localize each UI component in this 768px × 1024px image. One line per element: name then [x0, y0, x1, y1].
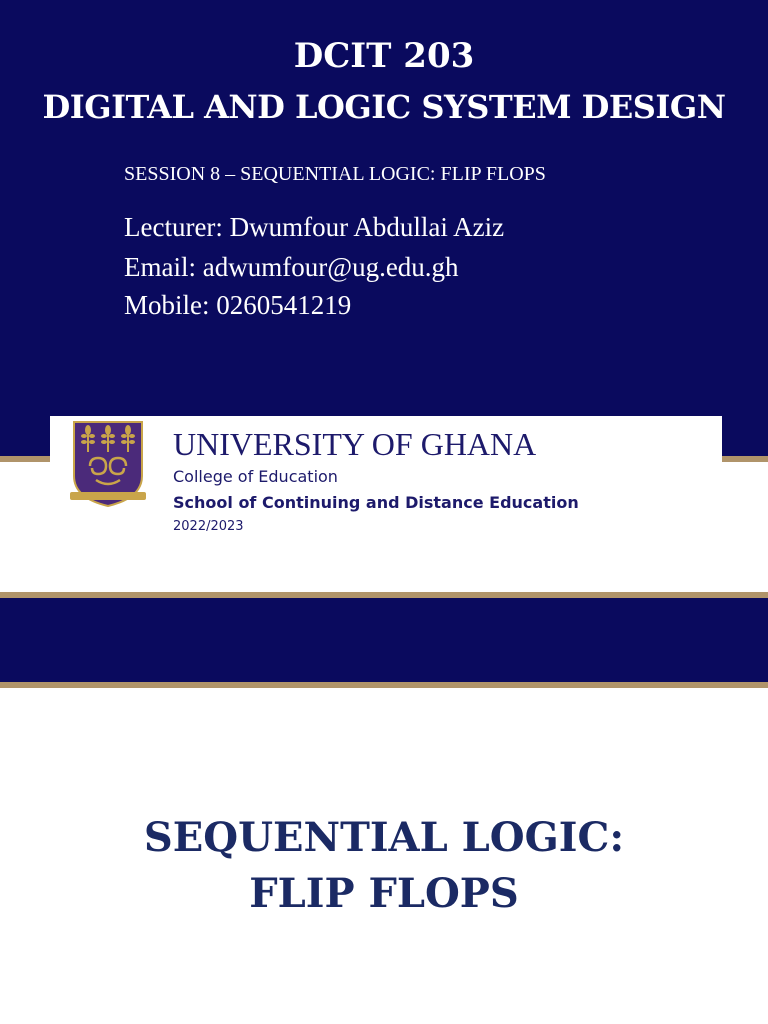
school-name: School of Continuing and Distance Education: [173, 493, 579, 512]
main-title-line-2: FLIP FLOPS: [249, 870, 519, 917]
lecturer-email: Email: adwumfour@ug.edu.gh: [124, 252, 459, 282]
academic-year: 2022/2023: [173, 519, 244, 534]
gold-divider-bottom: [0, 682, 768, 688]
session-subtitle: SESSION 8 – SEQUENTIAL LOGIC: FLIP FLOPS: [124, 163, 546, 185]
lecturer-name: Lecturer: Dwumfour Abdullai Aziz: [124, 212, 505, 242]
course-code: DCIT 203: [293, 36, 475, 76]
lecturer-mobile: Mobile: 0260541219: [124, 290, 352, 320]
navy-band: [0, 598, 768, 682]
college-name: College of Education: [173, 467, 338, 486]
course-title: DIGITAL AND LOGIC SYSTEM DESIGN: [42, 88, 726, 126]
university-name: UNIVERSITY OF GHANA: [173, 426, 537, 462]
university-crest-icon: [68, 418, 148, 510]
main-title-line-1: SEQUENTIAL LOGIC:: [143, 814, 625, 861]
